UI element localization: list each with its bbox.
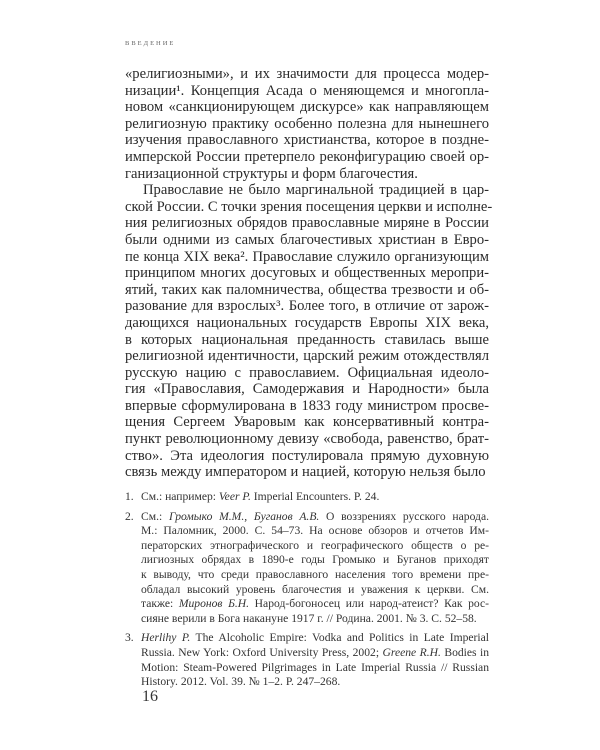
text-line: религиозную практику особенно полезна для нынешнего [125, 115, 489, 132]
text-line: ство». Эта идеология постулировала прямую духовную [125, 447, 489, 464]
text-line: в которых национальная преданность ставилась выше [125, 331, 489, 348]
footnote-text: Motion: Steam-Powered Pilgrimages in Late Imperial Russia // Russian [141, 660, 489, 674]
footnote-line [141, 568, 489, 583]
author-name: Миронов Б.Н. [178, 597, 250, 611]
footnote-text: также: [141, 597, 179, 611]
footnotes [125, 490, 489, 695]
text-line: впервые сформулирована в 1833 году министром просве- [125, 397, 489, 414]
footnote-line [141, 675, 489, 690]
text-line: Православие не было маргинальной традицией в цар- [143, 182, 489, 199]
text-line: ния религиозных обрядов православные миряне в России [125, 215, 489, 232]
footnote-text: сияне верили в Бога накануне 1917 г. // Родина. 2001. № 3. С. 52–58. [141, 611, 477, 625]
footnote-line [141, 539, 489, 554]
footnote-text: См.: например: [141, 490, 219, 503]
footnote-text: The Alcoholic Empire: Vodka and Politics in Late Imperial [190, 631, 489, 645]
footnote-line [141, 661, 489, 676]
author-name: Herlihy P. [141, 631, 191, 645]
footnote-line [141, 646, 489, 661]
footnote-line [141, 524, 489, 539]
author-name: Greene R.H. [382, 645, 441, 659]
footnote-text: Russia. New York: Oxford University Press, 2002; [141, 645, 383, 659]
footnote-line [141, 510, 489, 525]
paragraph [125, 182, 493, 481]
footnote-line [141, 597, 489, 612]
footnote-line [141, 583, 489, 598]
footnote-line [141, 553, 489, 568]
text-line: ятий, таких как паломничества, общества трезвости и об- [125, 281, 489, 298]
footnote-text: Imperial Encounters. P. 24. [250, 490, 380, 503]
author-name: Veer P. [218, 490, 251, 503]
footnote [125, 631, 489, 689]
text-line: «религиозными», и их значимости для процесса модер- [125, 66, 489, 82]
footnote-text: лигиозных обрядах в 1890-е годы Громыко и Буганов приходят [141, 553, 489, 567]
text-line: ской России. С точки зрения посещения церкви и исполне- [125, 198, 493, 215]
author-name: Громыко М.М., Буганов А.В. [168, 509, 320, 523]
text-line: пункт революционному девизу «свобода, равенство, брат- [125, 431, 489, 448]
paragraph [125, 66, 489, 182]
footnote-text: ператорских этнографического и географического обществ о ре- [141, 538, 489, 552]
text-line: новом «санкционирующем дискурсе» как направляющем [125, 99, 489, 116]
text-line: гия «Православия, Самодержавия и Народности» была [125, 381, 489, 398]
footnote-text: О воззрениях русского народа. [319, 509, 489, 523]
text-line: русскую нацию с православием. Официальная идеоло- [125, 364, 489, 381]
footnote-text: См.: [141, 509, 169, 523]
footnote-line [141, 490, 489, 505]
footnote-text: Bodies in [440, 645, 490, 659]
text-line: низации¹. Концепция Асада о меняющемся и многопла- [125, 82, 489, 99]
footnote-number: 2. [125, 509, 134, 523]
text-line: пе конца XIX века². Православие служило организующим [125, 248, 489, 265]
footnote-number: 3. [125, 631, 134, 645]
footnote [125, 490, 489, 505]
footnote-line [141, 612, 489, 627]
footnote-text: History. 2012. Vol. 39. № 1–2. P. 247–268. [141, 675, 341, 689]
footnote [125, 510, 489, 627]
body-text [125, 66, 493, 481]
text-line: дающихся национальных государств Европы XIX века, [125, 314, 489, 331]
text-line: изучения православного христианства, которое в поздне- [125, 132, 489, 149]
text-line: религиозной идентичности, царский режим отождествлял [125, 348, 489, 365]
text-line: имперской России претерпело реконфигурацию своей ор- [125, 148, 489, 165]
text-line: щения Сергеем Уваровым как консервативный контра- [125, 414, 489, 431]
footnote-text: Народ-богоносец или народ-атеист? Как рос- [249, 597, 489, 611]
text-line: ганизационной структуры и форм благочестия. [125, 165, 418, 182]
running-head: ВВЕДЕНИЕ [125, 40, 176, 47]
page-number: 16 [142, 688, 158, 705]
footnote-line [141, 631, 489, 646]
text-line: были одними из самых благочестивых христиан в Евро- [125, 231, 489, 248]
footnote-text: М.: Паломник, 2000. С. 54–73. На основе обзоров и отчетов Им- [141, 524, 489, 538]
text-line: принципом многих досуговых и общественных меропри- [125, 265, 489, 282]
footnote-text: к выводу, что среди православного населения того времени пре- [141, 567, 489, 581]
footnote-text: обладал высокий уровень благочестия и уважения к церкви. См. [141, 582, 489, 596]
text-line: связь между императором и нацией, которую нельзя было [125, 464, 486, 481]
footnote-number: 1. [125, 490, 134, 503]
text-line: разование для взрослых³. Более того, в отличие от зарож- [125, 298, 489, 315]
